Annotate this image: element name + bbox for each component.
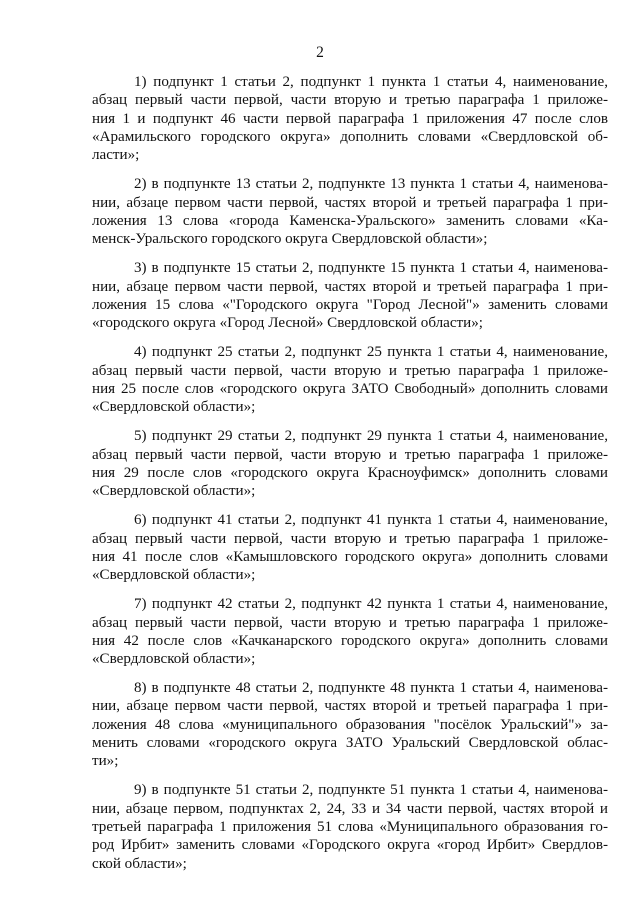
text-line: ния 25 после слов «городского округа ЗАТО Свободный» дополнить словами — [92, 380, 608, 397]
text-line: нии, абзаце первом части первой, частях второй и третьей параграфа 1 при- — [92, 194, 608, 211]
text-line: 4) подпункт 25 статьи 2, подпункт 25 пункта 1 статьи 4, наименование, — [134, 344, 608, 361]
document-body — [92, 73, 608, 884]
text-line: ской области»; — [92, 855, 187, 872]
text-line: абзац первый части первой, части вторую и третью параграфа 1 приложе- — [92, 92, 608, 109]
text-line: менск-Уральского городского округа Свердловской области»; — [92, 231, 488, 248]
list-item-2 — [92, 175, 608, 248]
text-line: «Арамильского городского округа» дополнить словами «Свердловской об- — [92, 128, 608, 145]
text-line: 9) в подпункте 51 статьи 2, подпункте 51 пункта 1 статьи 4, наименова- — [134, 782, 608, 799]
text-line: ложения 48 слова «муниципального образования "посёлок Уральский"» за- — [92, 716, 608, 733]
list-item-9 — [92, 781, 608, 872]
text-line: ласти»; — [92, 147, 140, 164]
text-line: ти»; — [92, 753, 119, 770]
text-line: абзац первый части первой, части вторую и третью параграфа 1 приложе- — [92, 530, 608, 547]
list-item-4 — [92, 343, 608, 416]
list-item-6 — [92, 511, 608, 584]
text-line: абзац первый части первой, части вторую и третью параграфа 1 приложе- — [92, 614, 608, 631]
text-line: «Свердловской области»; — [92, 399, 256, 416]
text-line: 1) подпункт 1 статьи 2, подпункт 1 пункта 1 статьи 4, наименование, — [134, 74, 608, 90]
text-line: ложения 15 слова «"Городского округа "Город Лесной"» заменить словами — [92, 296, 608, 313]
text-line: род Ирбит» заменить словами «Городского округа «город Ирбит» Свердлов- — [92, 837, 608, 854]
text-line: 7) подпункт 42 статьи 2, подпункт 42 пункта 1 статьи 4, наименование, — [134, 596, 608, 613]
list-item-3 — [92, 259, 608, 332]
text-line: ния 41 после слов «Камышловского городского округа» дополнить словами — [92, 548, 608, 565]
text-line: нии, абзаце первом части первой, частях второй и третьей параграфа 1 при- — [92, 278, 608, 295]
page-number: 2 — [316, 44, 324, 61]
text-line: менить словами «городского округа ЗАТО Уральский Свердловской облас- — [92, 735, 608, 752]
text-line: абзац первый части первой, части вторую и третью параграфа 1 приложе- — [92, 446, 608, 463]
text-line: «Свердловской области»; — [92, 483, 256, 500]
text-line: «Свердловской области»; — [92, 651, 256, 668]
list-item-5 — [92, 427, 608, 500]
text-line: ния 1 и подпункт 46 части первой параграфа 1 приложения 47 после слов — [92, 110, 608, 127]
text-line: нии, абзаце первом части первой, частях второй и третьей параграфа 1 при- — [92, 698, 608, 715]
list-item-7 — [92, 595, 608, 668]
text-line: ния 42 после слов «Качканарского городского округа» дополнить словами — [92, 632, 608, 649]
list-item-1 — [92, 73, 608, 164]
text-line: абзац первый части первой, части вторую и третью параграфа 1 приложе- — [92, 362, 608, 379]
text-line: 2) в подпункте 13 статьи 2, подпункте 13 пункта 1 статьи 4, наименова- — [134, 176, 608, 193]
text-line: 3) в подпункте 15 статьи 2, подпункте 15 пункта 1 статьи 4, наименова- — [134, 260, 608, 277]
text-line: «Свердловской области»; — [92, 567, 256, 584]
text-line: ложения 13 слова «города Каменска-Уральского» заменить словами «Ка- — [92, 212, 608, 229]
text-line: 6) подпункт 41 статьи 2, подпункт 41 пункта 1 статьи 4, наименование, — [134, 512, 608, 529]
text-line: «городского округа «Город Лесной» Свердловской области»; — [92, 315, 483, 332]
text-line: нии, абзаце первом, подпунктах 2, 24, 33 и 34 части первой, частях второй и — [92, 800, 608, 817]
text-line: 5) подпункт 29 статьи 2, подпункт 29 пункта 1 статьи 4, наименование, — [134, 428, 608, 445]
text-line: третьей параграфа 1 приложения 51 слова «Муниципального образования го- — [92, 819, 608, 836]
list-item-8 — [92, 679, 608, 770]
text-line: 8) в подпункте 48 статьи 2, подпункте 48 пункта 1 статьи 4, наименова- — [134, 680, 608, 697]
text-line: ния 29 после слов «городского округа Красноуфимск» дополнить словами — [92, 464, 608, 481]
